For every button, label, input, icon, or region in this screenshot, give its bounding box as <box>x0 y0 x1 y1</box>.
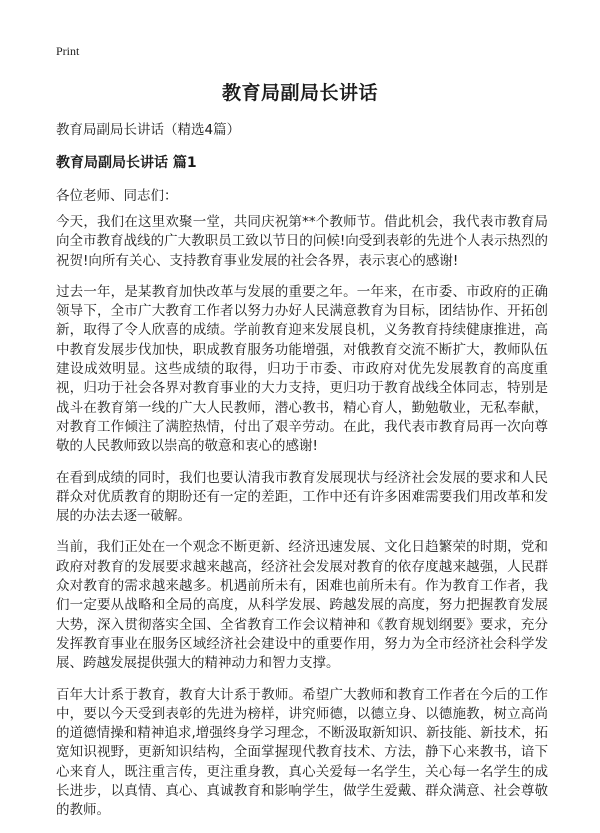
print-link[interactable]: Print <box>56 44 80 58</box>
document-subtitle: 教育局副局长讲话（精选4篇） <box>56 122 241 138</box>
paragraph: 百年大计系于教育，教育大计系于教师。希望广大教师和教育工作者在今后的工作中，要以今天受到表彰的先进为榜样，讲究师德，以德立身、以德施教，树立高尚的道德情操和精神追求,增强终身学习理念，不断汲取新知识、新技能、新技术，拓宽知识视野，更新知识结构，全面掌握现代教育技术、方法，静下心来教书，谙下心来育人，既注重言传，更注重身教，真心关爱每一名学生，关心每一名学生的成长进步，以真情、真心、真诚教育和影响学生，做学生爱戴、群众满意、社会尊敬的教师。 <box>56 686 548 819</box>
paragraph: 今天，我们在这里欢聚一堂，共同庆祝第**个教师节。借此机会，我代表市教育局向全市教育战线的广大教职员工致以节日的问候!向受到表彰的先进个人表示热烈的祝贺!向所有关心、支持教育事业发展的社会各界，表示衷心的感谢! <box>56 214 548 269</box>
paragraph: 过去一年，是某教育加快改革与发展的重要之年。一年来，在市委、市政府的正确领导下，全市广大教育工作者以努力办好人民满意教育为目标，团结协作、开拓创新，取得了令人欣喜的成绩。学前教育迎来发展良机，义务教育持续健康推进，高中教育发展步伐加快，职成教育服务功能增强，对俄教育交流不断扩大，教师队伍建设成效明显。这些成绩的取得，归功于市委、市政府对优先发展教育的高度重视，归功于社会各界对教育事业的大力支持，更归功于教育战线全体同志，特别是战斗在教育第一线的广大人民教师，潜心教书，精心育人，勤勉敬业，无私奉献，对教育工作倾注了满腔热情，付出了艰辛劳动。在此，我代表市教育局再一次向尊敬的人民教师致以崇高的敬意和衷心的感谢! <box>56 283 548 455</box>
paragraph: 在看到成绩的同时，我们也要认清我市教育发展现状与经济社会发展的要求和人民群众对优质教育的期盼还有一定的差距，工作中还有许多困难需要我们用改革和发展的办法去逐一破解。 <box>56 469 548 525</box>
body-text <box>56 213 548 833</box>
document-title: 教育局副局长讲话 <box>221 82 378 104</box>
paragraph: 当前，我们正处在一个观念不断更新、经济迅速发展、文化日趋繁荣的时期，党和政府对教育的发展要求越来越高，经济社会发展对教育的依存度越来越强，人民群众对教育的需求越来越多。机遇前所未有，困难也前所未有。作为教育工作者，我们一定要从战略和全局的高度，从科学发展、跨越发展的高度，努力把握教育发展大势，深入贯彻落实全国、全省教育工作会议精神和《教育规划纲要》要求，充分发挥教育事业在服务区域经济社会建设中的重要作用，努力为全市经济社会科学发展、跨越发展提供强大的精神动力和智力支撑。 <box>56 539 548 672</box>
section-heading: 教育局副局长讲话 篇1 <box>56 155 197 171</box>
greeting-line: 各位老师、同志们： <box>56 188 178 204</box>
